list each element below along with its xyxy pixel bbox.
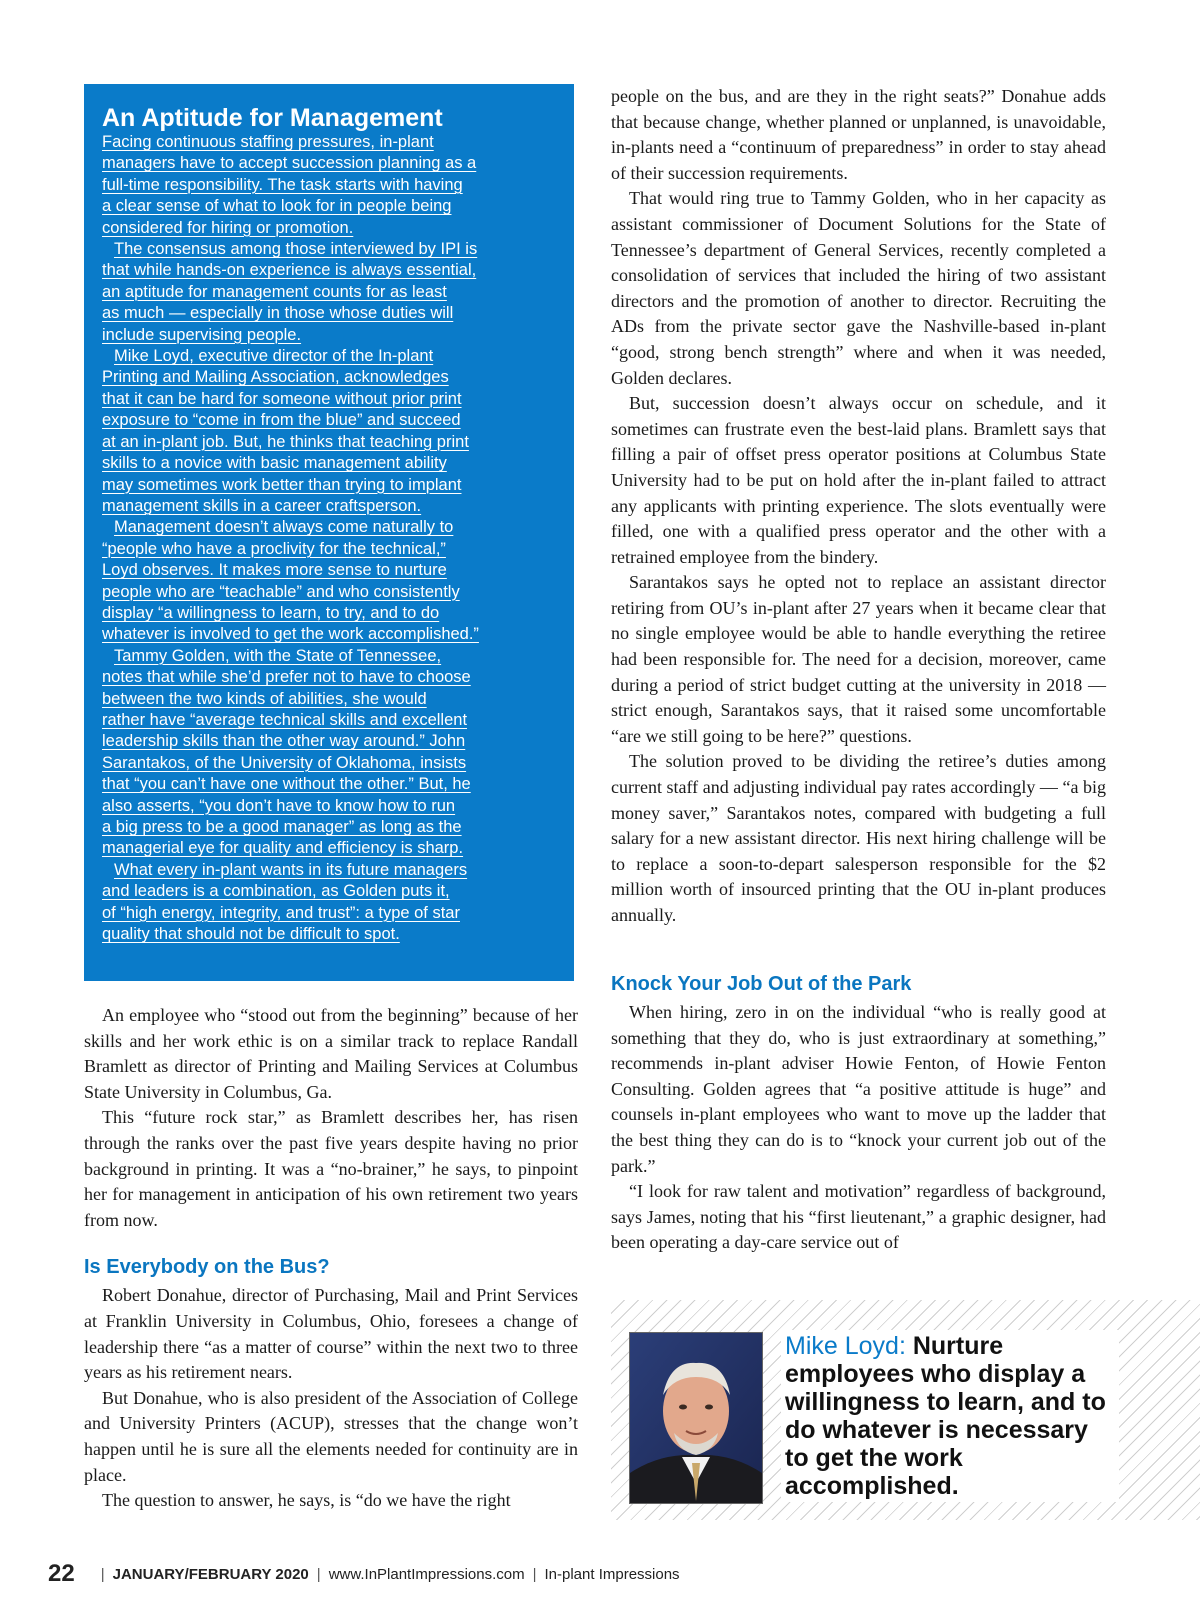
sidebar-line-text: that while hands-on experience is always essential, (102, 261, 477, 280)
pull-quote (781, 1330, 1119, 1502)
sidebar-line (102, 410, 556, 431)
paragraph: But, succession doesn’t always occur on schedule, and it sometimes can frustrate even the best-laid plans. Bramlett says that filling a pair of offset press operator positions at Columbus State University had to be put on hold after the in-plant failed to attract any applicants with printing experience. The slots eventually were filled, one with a qualified press operator and the other with a retrained employee from the bindery. (611, 393, 1106, 567)
page-footer (48, 1560, 680, 1588)
sidebar-line-text: a clear sense of what to look for in people being (102, 197, 452, 216)
paragraph: people on the bus, and are they in the right seats?” Donahue adds that because change, whether planned or unplanned, is unavoidable, in-plants need a “continuum of preparedness” in order to stay ahead of their succession requirements. (611, 86, 1106, 183)
sidebar-line (102, 817, 556, 838)
sidebar-line-text: an aptitude for management counts for as least (102, 282, 447, 301)
sidebar-line-text: quality that should not be difficult to spot. (102, 925, 400, 944)
footer-divider: | (100, 1565, 105, 1583)
sidebar-line (102, 539, 556, 560)
sidebar-line (102, 903, 556, 924)
page-number: 22 (48, 1560, 75, 1587)
section-heading: Is Everybody on the Bus? (84, 1256, 330, 1279)
paragraph: When hiring, zero in on the individual “who is really good at something that they do, who is just extraordinary at something,” recommends in-plant adviser Howie Fenton, of Howie Fenton Consulting. Golden agrees that “a positive attitude is huge” and counsels in-plant employees who want to move up the ladder that the best thing they can do is to “knock your current job out of the park.” (611, 1002, 1106, 1176)
paragraph: An employee who “stood out from the beginning” because of her skills and her work ethic is on a similar track to replace Randall Bramlett as director of Printing and Mailing Services at Columbus State University in Columbus, Ga. (84, 1005, 578, 1102)
sidebar-line (102, 239, 556, 260)
sidebar-line-text: considered for hiring or promotion. (102, 218, 354, 237)
sidebar-line (102, 196, 556, 217)
sidebar-line-text: include supervising people. (102, 325, 302, 344)
sidebar-line-text: What every in-plant wants in its future managers (114, 860, 468, 879)
sidebar-line (102, 582, 556, 603)
sidebar-line (102, 303, 556, 324)
sidebar-line (102, 132, 556, 153)
sidebar-line-text: that “you can’t have one without the other.” But, he (102, 775, 471, 794)
sidebar-line-text: people who are “teachable” and who consistently (102, 582, 460, 601)
portrait-illustration (630, 1333, 762, 1503)
sidebar-line-text: at an in-plant job. But, he thinks that teaching print (102, 432, 469, 451)
sidebar-line-text: exposure to “come in from the blue” and succeed (102, 411, 461, 430)
sidebar-line-text: whatever is involved to get the work accomplished.” (102, 625, 479, 644)
sidebar-line (102, 774, 556, 795)
sidebar-line-text: management skills in a career craftsperson. (102, 496, 422, 515)
sidebar-line (102, 667, 556, 688)
sidebar-line-text: skills to a novice with basic management ability (102, 454, 447, 473)
pull-quote-text: Nurture employees who display a willingness to learn, and to do whatever is necessary to get the work accomplished. (785, 1332, 1106, 1500)
sidebar-line-text: that it can be hard for someone without prior print (102, 389, 462, 408)
sidebar-line (102, 517, 556, 538)
sidebar-line-text: of “high energy, integrity, and trust”: a type of star (102, 903, 460, 922)
sidebar-line-text: “people who have a proclivity for the technical,” (102, 539, 446, 558)
footer-divider: | (532, 1565, 537, 1583)
paragraph: That would ring true to Tammy Golden, who in her capacity as assistant commissioner of Document Solutions for the State of Tennessee’s department of General Services, recently completed a consolidation of services that included the hiring of two assistant directors and the promotion of another to director. Recruiting the ADs from the private sector gave the Nashville-based in-plant “good, strong bench strength” where and when it was needed, Golden declares. (611, 188, 1106, 388)
issue-date: JANUARY/FEBRUARY 2020 (112, 1565, 309, 1583)
paragraph: Sarantakos says he opted not to replace an assistant director retiring from OU’s in-plant after 27 years when it became clear that no single employee would be able to handle everything the retiree had been responsible for. The need for a decision, moreover, came during a period of strict budget cutting at the university in 2018 — strict enough, Sarantakos says, that it raised some uncomfortable “are we still going to be here?” questions. (611, 572, 1106, 746)
sidebar-line (102, 325, 556, 346)
sidebar-line-text: The consensus among those interviewed by IPI is (114, 240, 478, 259)
sidebar-line (102, 560, 556, 581)
paragraph: “I look for raw talent and motivation” regardless of background, says James, noting that his “first lieutenant,” a graphic designer, had been operating a day-care service out of (611, 1181, 1106, 1253)
sidebar-line-text: Loyd observes. It makes more sense to nurture (102, 561, 447, 580)
sidebar-line-text: Tammy Golden, with the State of Tennessee, (114, 646, 442, 665)
sidebar-box (84, 84, 574, 981)
sidebar-line-text: managerial eye for quality and efficiency is sharp. (102, 839, 464, 858)
sidebar-line (102, 924, 556, 945)
sidebar-line (102, 389, 556, 410)
sidebar-line (102, 260, 556, 281)
sidebar-line-text: rather have “average technical skills and excellent (102, 710, 468, 729)
sidebar-line-text: between the two kinds of abilities, she would (102, 689, 427, 708)
paragraph: This “future rock star,” as Bramlett describes her, has risen through the ranks over the past five years despite having no prior background in printing. It was a “no-brainer,” he says, to pinpoint her for management in anticipation of his own retirement two years from now. (84, 1107, 578, 1230)
website-link[interactable]: www.InPlantImpressions.com (328, 1565, 525, 1583)
sidebar-line (102, 282, 556, 303)
sidebar-line (102, 496, 556, 517)
left-column (84, 1003, 578, 1514)
footer-divider: | (316, 1565, 321, 1583)
sidebar-line (102, 689, 556, 710)
sidebar-line (102, 603, 556, 624)
sidebar-line-text: Management doesn’t always come naturally to (114, 518, 454, 537)
sidebar-line (102, 218, 556, 239)
sidebar-line (102, 624, 556, 645)
paragraph: But Donahue, who is also president of the Association of College and University Printers (ACUP), stresses that the change won’t happen until he is sure all the elements needed for continuity are in place. (84, 1387, 578, 1485)
publication-name: In-plant Impressions (544, 1565, 680, 1583)
sidebar-line-text: Printing and Mailing Association, acknowledges (102, 368, 449, 387)
sidebar-line-text: leadership skills than the other way around.” John (102, 732, 466, 751)
sidebar-line (102, 731, 556, 752)
sidebar-line-text: managers have to accept succession planning as a (102, 154, 477, 173)
sidebar-line (102, 453, 556, 474)
sidebar-line (102, 796, 556, 817)
sidebar-line (102, 367, 556, 388)
sidebar-line (102, 475, 556, 496)
sidebar-line-text: Sarantakos, of the University of Oklahoma, insists (102, 753, 467, 772)
sidebar-line-text: Facing continuous staffing pressures, in-plant (102, 133, 434, 151)
paragraph: The question to answer, he says, is “do we have the right (102, 1490, 511, 1511)
sidebar-line-text: notes that while she’d prefer not to have to choose (102, 668, 471, 687)
sidebar-line-text: may sometimes work better than trying to implant (102, 475, 462, 494)
section-heading: Knock Your Job Out of the Park (611, 973, 912, 995)
paragraph: Robert Donahue, director of Purchasing, Mail and Print Services at Franklin University in Columbus, Ohio, foresees a change of leadership there “as a matter of course” within the next two to three years as his retirement nears. (84, 1285, 578, 1383)
pull-quote-name: Mike Loyd: (785, 1332, 906, 1360)
sidebar-line-text: Mike Loyd, executive director of the In-plant (114, 347, 434, 366)
portrait-photo (629, 1332, 763, 1504)
sidebar-line-text: and leaders is a combination, as Golden puts it, (102, 882, 450, 901)
sidebar-line-text: a big press to be a good manager” as long as the (102, 818, 462, 836)
sidebar-line (102, 346, 556, 367)
sidebar-title: An Aptitude for Management (102, 104, 443, 132)
sidebar-body (102, 132, 556, 945)
sidebar-line-text: as much — especially in those whose duties will (102, 304, 454, 323)
right-column (611, 84, 1106, 929)
sidebar-line (102, 175, 556, 196)
sidebar-line-text: also asserts, “you don’t have to know how to run (102, 796, 456, 815)
sidebar-line (102, 153, 556, 174)
paragraph: The solution proved to be dividing the retiree’s duties among current staff and adjusting individual pay rates accordingly — “a big money saver,” Sarantakos notes, compared with budgeting a full salary for a new assistant director. His next hiring challenge will be to replace a soon-to-depart salesperson responsible for the $2 million worth of insourced printing that the OU in-plant produces annually. (611, 751, 1106, 925)
sidebar-line (102, 646, 556, 667)
sidebar-line-text: full-time responsibility. The task starts with having (102, 175, 463, 194)
sidebar-line (102, 860, 556, 881)
sidebar-line (102, 838, 556, 859)
sidebar-line (102, 432, 556, 453)
sidebar-line (102, 753, 556, 774)
sidebar-line (102, 710, 556, 731)
right-column-lower (611, 972, 1106, 1256)
sidebar-line-text: display “a willingness to learn, to try, and to do (102, 603, 440, 622)
sidebar-line (102, 881, 556, 902)
